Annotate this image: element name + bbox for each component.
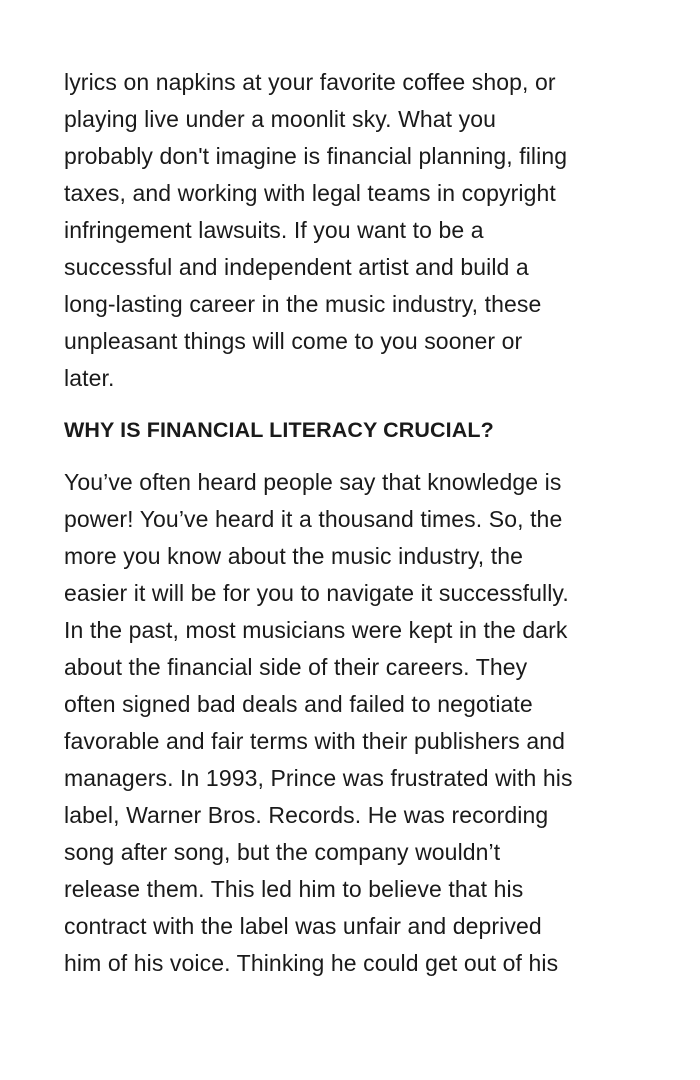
text-line: In the past, most musicians were kept in the dark bbox=[64, 617, 568, 643]
document-page bbox=[64, 64, 644, 982]
text-line: infringement lawsuits. If you want to be a bbox=[64, 217, 484, 243]
text-line: contract with the label was unfair and deprived bbox=[64, 913, 542, 939]
paragraph-financial-literacy bbox=[64, 464, 644, 982]
text-line: taxes, and working with legal teams in copyright bbox=[64, 180, 556, 206]
text-line: later. bbox=[64, 365, 115, 391]
text-line: playing live under a moonlit sky. What you bbox=[64, 106, 497, 132]
text-line: song after song, but the company wouldn’t bbox=[64, 839, 501, 865]
section-heading: WHY IS FINANCIAL LITERACY CRUCIAL? bbox=[64, 418, 494, 442]
text-line: about the financial side of their careers. They bbox=[64, 654, 528, 680]
text-line: label, Warner Bros. Records. He was recording bbox=[64, 802, 549, 828]
text-line: successful and independent artist and build a bbox=[64, 254, 529, 280]
text-line: managers. In 1993, Prince was frustrated with his bbox=[64, 765, 573, 791]
paragraph-intro bbox=[64, 64, 644, 397]
text-line: lyrics on napkins at your favorite coffee shop, or bbox=[64, 69, 556, 95]
text-line: often signed bad deals and failed to negotiate bbox=[64, 691, 533, 717]
text-line: You’ve often heard people say that knowledge is bbox=[64, 469, 562, 495]
text-line: probably don't imagine is financial planning, filing bbox=[64, 143, 568, 169]
text-line: release them. This led him to believe that his bbox=[64, 876, 524, 902]
text-line: more you know about the music industry, the bbox=[64, 543, 523, 569]
text-line: easier it will be for you to navigate it successfully. bbox=[64, 580, 569, 606]
text-line: unpleasant things will come to you sooner or bbox=[64, 328, 523, 354]
text-line: favorable and fair terms with their publishers and bbox=[64, 728, 566, 754]
text-line: long-lasting career in the music industry, these bbox=[64, 291, 542, 317]
text-line: power! You’ve heard it a thousand times. So, the bbox=[64, 506, 563, 532]
text-line: him of his voice. Thinking he could get out of his bbox=[64, 950, 559, 976]
